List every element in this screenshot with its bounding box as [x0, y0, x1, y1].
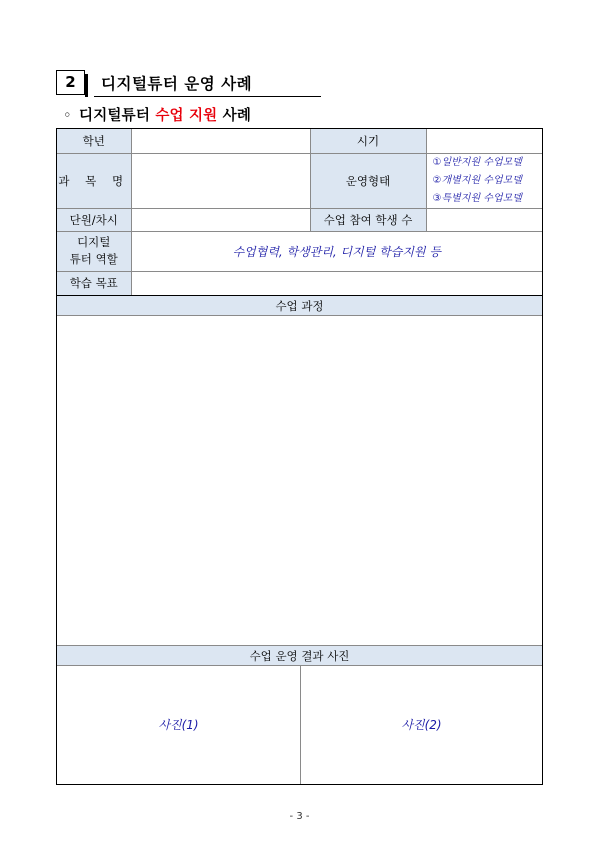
- photo-2-placeholder[interactable]: 사진(2): [401, 718, 442, 732]
- subject-field[interactable]: [131, 153, 310, 208]
- section-title: 디지털튜터 운영 사례: [101, 75, 253, 93]
- role-label: [57, 231, 131, 271]
- section-header: [56, 70, 321, 97]
- mode-option-1: ①일반지원 수업모델: [432, 156, 522, 168]
- sub-title-prefix: 디지털튜터: [79, 108, 151, 124]
- grade-label: 학년: [57, 129, 131, 153]
- mode-option-3: ③특별지원 수업모델: [432, 192, 522, 204]
- sub-title-highlight: 수업 지원: [155, 108, 218, 124]
- info-table: [57, 129, 542, 296]
- sub-title-suffix: 사례: [222, 108, 252, 124]
- period-label: 시기: [310, 129, 426, 153]
- section-underline: [94, 96, 321, 97]
- students-field[interactable]: [426, 208, 542, 231]
- grade-field[interactable]: [131, 129, 310, 153]
- process-area[interactable]: [57, 316, 542, 645]
- subject-label: 과 목 명: [57, 153, 131, 208]
- role-label-line1: 디지털: [77, 235, 111, 249]
- unit-field[interactable]: [131, 208, 310, 231]
- page-number: - 3 -: [289, 811, 310, 822]
- mode-label: 운영형태: [310, 153, 426, 208]
- role-label-line2: 튜터 역할: [69, 252, 118, 266]
- period-field[interactable]: [426, 129, 542, 153]
- photo-1-placeholder[interactable]: 사진(1): [57, 666, 301, 784]
- case-form: [56, 128, 543, 785]
- role-field[interactable]: 수업협력, 학생관리, 디지털 학습지원 등: [131, 231, 542, 271]
- mode-option-2: ②개별지원 수업모델: [432, 174, 522, 186]
- goal-label: 학습 목표: [57, 271, 131, 295]
- process-header: 수업 과정: [57, 295, 542, 316]
- bullet-icon: ◦: [63, 108, 72, 124]
- section-number: 2: [56, 70, 85, 95]
- students-label: 수업 참여 학생 수: [310, 208, 426, 231]
- mode-options[interactable]: [426, 153, 542, 208]
- photos-header: 수업 운영 결과 사진: [57, 645, 542, 666]
- goal-field[interactable]: [131, 271, 542, 295]
- unit-label: 단원/차시: [57, 208, 131, 231]
- sub-title: [63, 104, 251, 125]
